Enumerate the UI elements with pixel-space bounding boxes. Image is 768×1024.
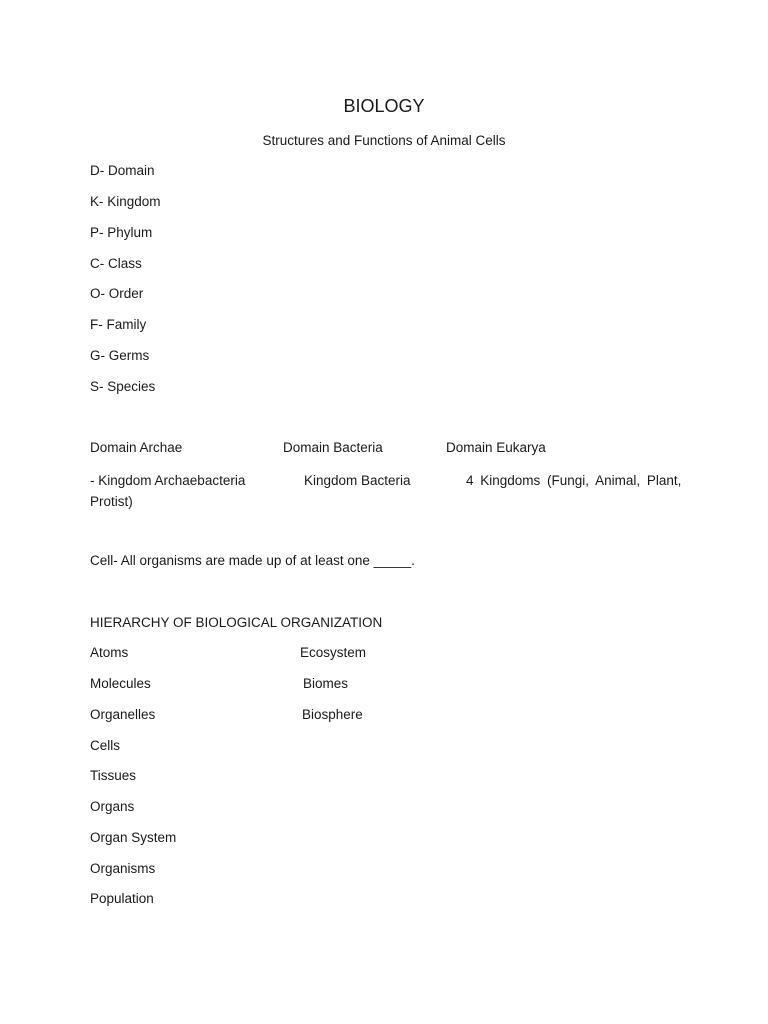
hierarchy-item-tissues: Tissues: [90, 768, 137, 783]
document-title: BIOLOGY: [343, 96, 425, 116]
taxonomy-item-order: O- Order: [90, 286, 144, 301]
hierarchy-item-organisms: Organisms: [90, 861, 156, 876]
domain-archae: Domain Archae: [90, 440, 183, 455]
taxonomy-item-kingdom: K- Kingdom: [90, 194, 161, 209]
taxonomy-item-genus: G- Germs: [90, 348, 150, 363]
hierarchy-item-population: Population: [90, 891, 154, 906]
hierarchy-item-biosphere: Biosphere: [302, 707, 363, 722]
hierarchy-item-ecosystem: Ecosystem: [300, 645, 367, 660]
taxonomy-item-species: S- Species: [90, 379, 156, 394]
taxonomy-item-phylum: P- Phylum: [90, 225, 153, 240]
domain-eukarya: Domain Eukarya: [446, 440, 546, 455]
taxonomy-item-class: C- Class: [90, 256, 142, 271]
cell-definition: Cell- All organisms are made up of at least one _____.: [90, 553, 415, 568]
hierarchy-item-molecules: Molecules: [90, 676, 151, 691]
kingdom-bacteria: Kingdom Bacteria: [304, 473, 411, 488]
taxonomy-item-domain: D- Domain: [90, 163, 155, 178]
hierarchy-item-atoms: Atoms: [90, 645, 129, 660]
hierarchy-item-organ-system: Organ System: [90, 830, 177, 845]
document-subtitle: Structures and Functions of Animal Cells: [262, 133, 506, 148]
hierarchy-item-organelles: Organelles: [90, 707, 156, 722]
kingdom-archaebacteria: - Kingdom Archaebacteria: [90, 473, 246, 488]
hierarchy-item-organs: Organs: [90, 799, 135, 814]
kingdoms-eukarya: 4 Kingdoms (Fungi, Animal, Plant,: [466, 473, 682, 488]
hierarchy-item-biomes: Biomes: [303, 676, 349, 691]
taxonomy-item-family: F- Family: [90, 317, 147, 332]
hierarchy-item-cells: Cells: [90, 738, 121, 753]
kingdoms-eukarya-continued: Protist): [90, 494, 133, 509]
hierarchy-heading: HIERARCHY OF BIOLOGICAL ORGANIZATION: [90, 615, 383, 630]
domain-bacteria: Domain Bacteria: [283, 440, 383, 455]
